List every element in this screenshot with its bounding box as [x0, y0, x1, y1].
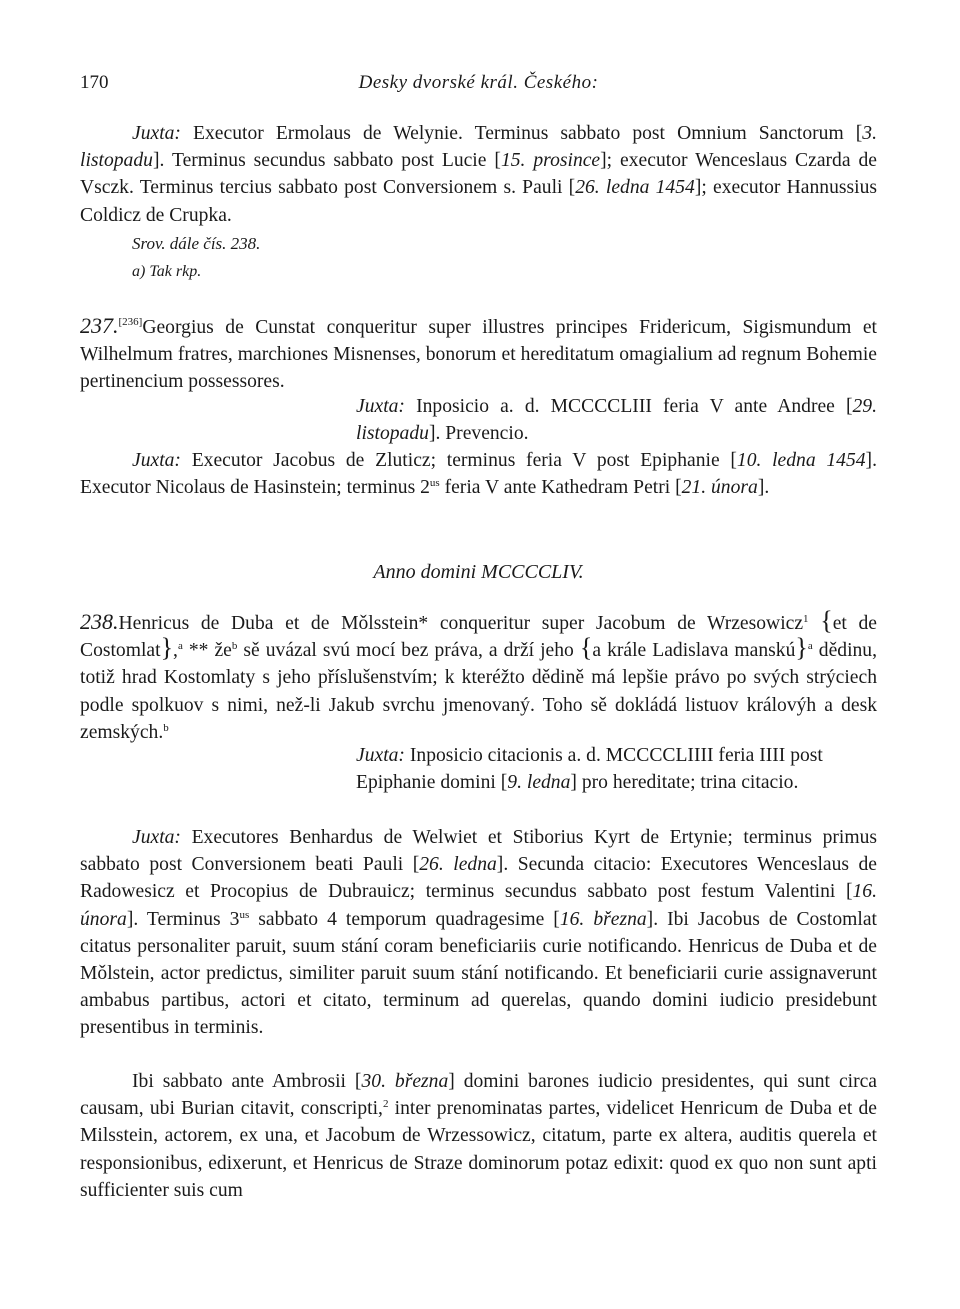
juxta-label: Juxta:: [356, 396, 405, 417]
paragraph-juxta-executors: Juxta: Executor Ermolaus de Welynie. Terminus sabbato post Omnium Sanctorum [3. listopadu]. Terminus secundus sabbato post Lucie [15. prosince]; executor Wenceslaus Czarda de Vsczk. Terminus tercius sabbato post Conversionem s. Pauli [26. ledna 1454]; executor Hannussius Coldicz de Crupka.: [80, 123, 878, 226]
page-header: [80, 72, 877, 96]
entry-number: 237.: [80, 313, 119, 338]
juxta-label: Juxta:: [132, 123, 181, 144]
entry-238-juxta-inposicio: Juxta: Inposicio citacionis a. d. MCCCCLIIII feria IIII post Epiphanie domini [9. ledna] pro hereditate; trina citacio.: [356, 745, 823, 794]
entry-237-juxta-inposicio: Juxta: Inposicio a. d. MCCCCLIII feria V ante Andree [29. listopadu]. Prevencio.: [356, 396, 877, 445]
entry-number: 238.: [80, 609, 119, 634]
juxta-label: Juxta:: [132, 450, 181, 471]
entry-238-paragraph-ibi: Ibi sabbato ante Ambrosii [30. března] domini barones iudicio presidentes, qui sunt circa causam, ubi Burian citavit, conscripti,$^2$ inter prenominatas partes, videlicet Henricum de Duba et de Milsstein, actorem, ex una, et Jacobum de Wrzessowicz, citatum, parte ex altera, auditis querela et responsionibus, edixerunt, et Henricus de Straze dominorum potaz edixit: quod ex quo non sunt apti sufficienter suis cum: [80, 1071, 877, 1201]
footnote-a: a) Tak rkp.: [132, 263, 202, 280]
cross-reference: Srov. dále čís. 238.: [132, 234, 261, 253]
entry-238: 238.Henricus de Duba et de Mǒlsstein* conqueritur super Jacobum de Wrzesowicz$^1$ {et de Costomlat},$^a$ ** $že^b$ sě uvázal svú mocí bez práva, a drží jeho {a krále Ladislava manskú}$^a$ dědinu, totiž hrad Kostomlaty s jeho příslušenstvím; k kteréžto dědině má lepšie právo po svých strýciech podle spolkuov s nimi, než-li Jakub svrchu jmenovaný. Toho sě dokládá listuov královýh a desk zemských.$^b$: [80, 606, 878, 743]
entry-237-juxta-executors: Juxta: Executor Jacobus de Zluticz; terminus feria V post Epiphanie [10. ledna 1454]. Executor Nicolaus de Hasinstein; terminus $2^{us}$ feria V ante Kathedram Petri [21. února].: [80, 450, 877, 499]
page-number: 170: [80, 72, 109, 93]
juxta-label: Juxta:: [356, 745, 405, 766]
juxta-label: Juxta:: [132, 827, 181, 848]
year-heading: Anno domini MCCCCLIV.: [373, 561, 584, 583]
entry-237: 237.[236]Georgius de Cunstat conqueritur super illustres principes Fridericum, Sigismundum et Wilhelmum fratres, marchiones Misnenses, bonorum et hereditatum omagialium ad regnum Bohemie pertinencium possessores.: [80, 313, 877, 393]
running-title: Desky dvorské král. Českého:: [358, 72, 599, 93]
entry-238-juxta-executors: Juxta: Executores Benhardus de Welwiet et Stiborius Kyrt de Ertynie; terminus primus sabbato post Conversionem beati Pauli [26. ledna]. Secunda citacio: Executores Wenceslaus de Radowesicz et Procopius de Dubrauicz; terminus secundus sabbato post festum Valentini [16. února]. Terminus $3^{us}$ sabbato 4 temporum quadragesime [16. března]. Ibi Jacobus de Costomlat citatus personaliter paruit, suum stání coram beneficiariis curie notificando. Henricus de Duba et de Mǒlstein, actor predictus, similiter paruit suum stání notificando. Et beneficiarii curie assignaverunt ambabus partibus, actori et citato, terminum ad querelas, quando domini iudicio presidebunt presentibus in terminis.: [80, 827, 878, 1039]
entry-reference: [236]: [118, 316, 143, 328]
